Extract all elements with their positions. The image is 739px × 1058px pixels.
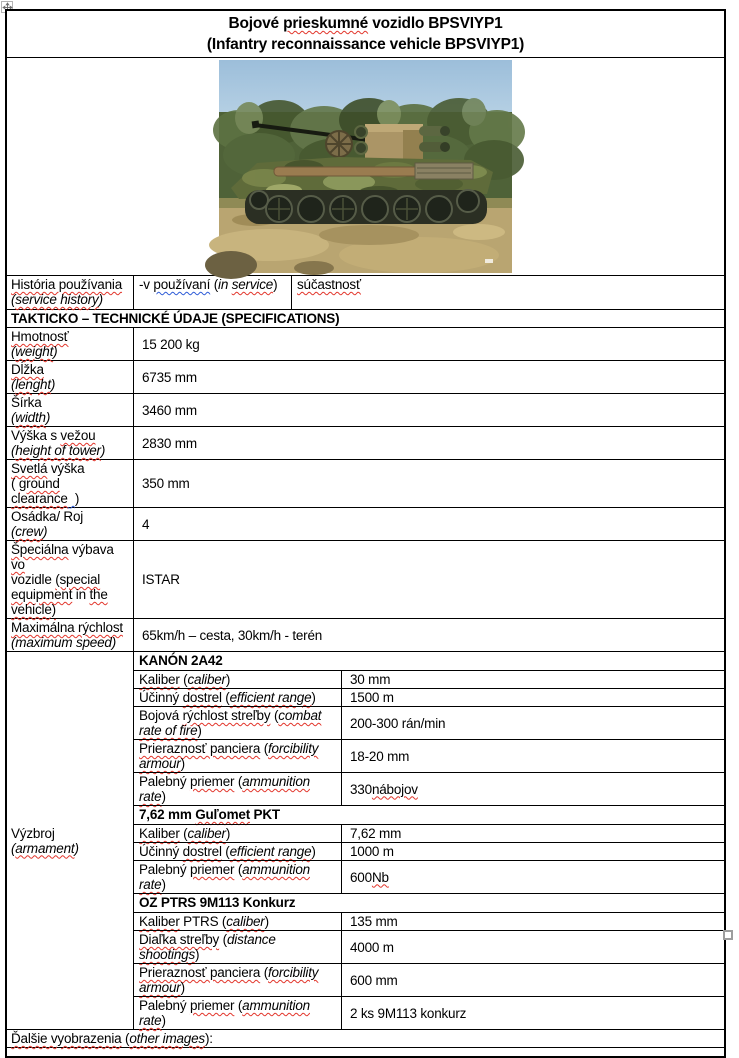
weapon-name: KANÓN 2A42 xyxy=(139,653,223,668)
photo-row xyxy=(7,57,724,275)
spec-value: 4 xyxy=(133,508,724,540)
weapon-spec-row: Palebný priemer (ammunition rate) 330 nábojov xyxy=(134,772,724,805)
weapon-spec-row: Kaliber (caliber) 30 mm xyxy=(134,670,724,688)
armament-label: Výzbroj (armament) xyxy=(11,825,79,856)
weapon-spec-row: Prieraznosť panciera (forcibility armour) 18-20 mm xyxy=(134,739,724,772)
vehicle-photo xyxy=(219,60,512,273)
weapon-spec-row: Účinný dostrel (efficient range) 1000 m xyxy=(134,842,724,860)
spec-row-max-speed xyxy=(7,618,724,651)
spec-label: Osádka/ Roj (crew) xyxy=(11,509,84,539)
vehicle-spec-table xyxy=(5,9,726,1058)
weapon-spec-row: Účinný dostrel (efficient range) 1500 m xyxy=(134,688,724,706)
spec-row-length xyxy=(7,360,724,393)
weapon-spec-row: Kaliber (caliber) 7,62 mm xyxy=(134,824,724,842)
weapon-name: 7,62 mm Guľomet PKT xyxy=(139,807,280,822)
spec-row-clearance xyxy=(7,459,724,507)
spec-label: Hmotnosť (weight) xyxy=(11,329,69,359)
spec-value: 2830 mm xyxy=(133,427,724,459)
spec-label: Šírka (width) xyxy=(11,395,51,425)
other-images-row xyxy=(7,1029,724,1047)
empty-cell xyxy=(7,1048,724,1056)
spec-value: ISTAR xyxy=(133,541,724,618)
spec-value: 350 mm xyxy=(133,460,724,507)
spec-label: Maximálna rýchlost (maximum speed) xyxy=(11,620,123,650)
table-resize-handle[interactable] xyxy=(723,930,733,940)
other-images-label: Ďalšie vyobrazenia (other images): xyxy=(11,1031,213,1046)
history-status: -v používaní (in service) xyxy=(133,276,291,309)
title-line-sk: Bojové prieskumné vozidlo BPSVIYP1 xyxy=(228,15,503,32)
empty-row xyxy=(7,1047,724,1056)
spec-value: 65km/h – cesta, 30km/h - terén xyxy=(133,619,724,651)
history-row xyxy=(7,275,724,309)
history-label-sk: História používania xyxy=(11,277,123,292)
spec-label: Výška s vežou (height of tower) xyxy=(11,428,106,458)
spec-row-weight xyxy=(7,327,724,360)
weapon-header-row xyxy=(134,893,724,912)
document-title xyxy=(7,11,724,57)
weapon-header-row xyxy=(134,652,724,670)
weapon-spec-row: Palebný priemer (ammunition rate) 2 ks 9M113 konkurz xyxy=(134,996,724,1029)
spec-row-height xyxy=(7,426,724,459)
history-label-en: (service history) xyxy=(11,292,103,307)
title-row xyxy=(7,11,724,57)
title-line-en: (Infantry reconnaissance vehicle BPSVIYP1) xyxy=(206,36,525,53)
weapon-spec-row: Palebný priemer (ammunition rate) 600 Nb xyxy=(134,860,724,893)
weapon-header-row xyxy=(134,805,724,824)
spec-value: 15 200 kg xyxy=(133,328,724,360)
spec-label: Svetlá výška ( ground clearance ) xyxy=(11,461,85,506)
spec-row-width xyxy=(7,393,724,426)
weapon-spec-row: Diaľka streľby (distance shootings) 4000 m xyxy=(134,930,724,963)
spec-value: 3460 mm xyxy=(133,394,724,426)
armament-table xyxy=(133,652,724,1029)
spec-label: Špeciálna výbava vo vozidle (special equipment in the vehicle) xyxy=(11,542,114,617)
section-header-row xyxy=(7,309,724,327)
weapon-spec-row: Prieraznosť panciera (forcibility armour) 600 mm xyxy=(134,963,724,996)
spec-label: Dĺžka (lenght) xyxy=(11,362,56,392)
armament-row xyxy=(7,651,724,1029)
weapon-spec-row: Bojová rýchlost streľby (combat rate of fire) 200-300 rán/min xyxy=(134,706,724,739)
spec-row-crew xyxy=(7,507,724,540)
history-label xyxy=(7,276,133,309)
spec-row-special-equipment xyxy=(7,540,724,618)
weapon-name: OZ PTRS 9M113 Konkurz xyxy=(139,895,296,910)
spec-value: 6735 mm xyxy=(133,361,724,393)
section-header: TAKTICKO – TECHNICKÉ ÚDAJE (SPECIFICATIONS) xyxy=(11,311,340,326)
history-period: súčastnosť xyxy=(291,276,724,309)
weapon-spec-row: Kaliber PTRS (caliber) 135 mm xyxy=(134,912,724,930)
